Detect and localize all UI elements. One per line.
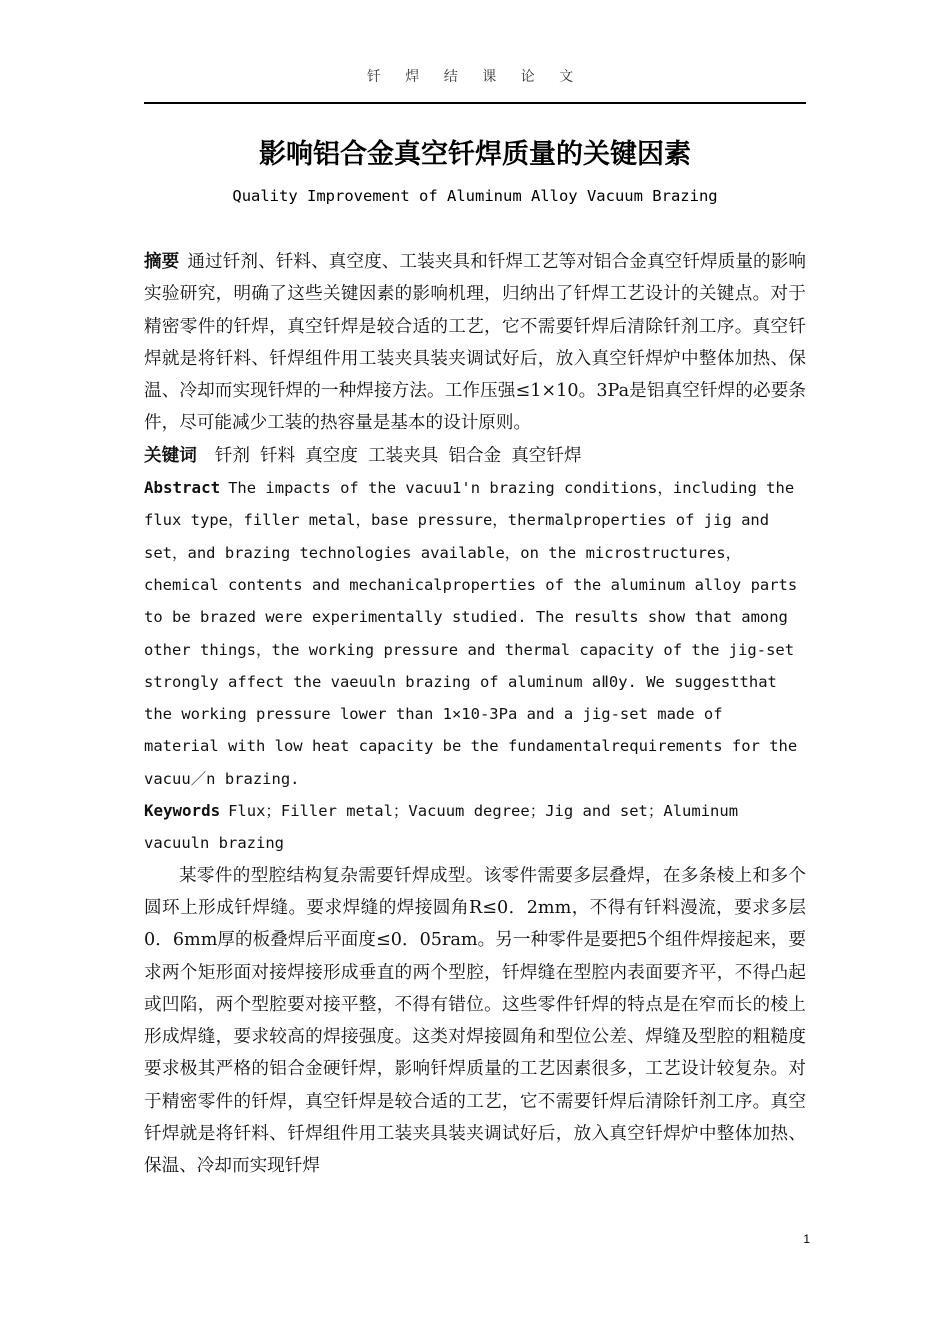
- running-header: 钎 焊 结 课 论 文: [366, 69, 584, 85]
- keywords-en-text: Flux；Filler metal；Vacuum degree；Jig and set；Aluminum vacuuln brazing: [144, 802, 739, 853]
- keyword-term: 真空钎焊: [511, 445, 582, 466]
- keyword-term: 钎剂: [214, 445, 250, 466]
- abstract-en-text: The impacts of the vacuu1'n brazing conditions，including the flux type，filler metal，base pressure，thermalproperties of jig and set，and brazing technologies available，on the microstructures，chemical contents and mechanicalproperties of the aluminum alloy parts to be brazed were experimentally studied. The results show that among other things，the working pressure and thermal capacity of the jig-set strongly affect the vaeuuln brazing of aluminum aⅡ0y. We suggestthat the working pressure lower than 1×10-3Pa and a jig-set made of material with low heat capacity be the fundamentalrequirements for the vacuu／n brazing.: [144, 479, 798, 788]
- abstract-en: [144, 472, 806, 795]
- keyword-term: 工装夹具: [368, 445, 439, 466]
- keywords-en: [144, 795, 806, 860]
- keyword-term: 真空度: [305, 445, 358, 466]
- abstract-cn: [144, 246, 806, 440]
- keywords-cn-label: 关键词: [144, 445, 197, 466]
- keyword-term: 铝合金: [448, 445, 502, 466]
- body-paragraph: 某零件的型腔结构复杂需要钎焊成型。该零件需要多层叠焊，在多条棱上和多个圆环上形成钎焊缝。要求焊缝的焊接圆角R≤0．2mm，不得有钎料漫流，要求多层0．6mm厚的板叠焊后平面度≤0．05ram。另一种零件是要把5个组件焊接起来，要求两个矩形面对接焊接形成垂直的两个型腔，钎焊缝在型腔内表面要齐平，不得凸起或凹陷，两个型腔要对接平整，不得有错位。这些零件钎焊的特点是在窄而长的棱上形成焊缝，要求较高的焊接强度。这类对焊接圆角和型位公差、焊缝及型腔的粗糙度要求极其严格的铝合金硬钎焊，影响钎焊质量的工艺因素很多，工艺设计较复杂。对于精密零件的钎焊，真空钎焊是较合适的工艺，它不需要钎焊后清除钎剂工序。真空钎焊就是将钎料、钎焊组件用工装夹具装夹调试好后，放入真空钎焊炉中整体加热、保温、冷却而实现钎焊: [144, 865, 806, 1177]
- keyword-term: 钎料: [260, 445, 296, 466]
- keywords-cn: [144, 440, 806, 472]
- paper-content: [144, 246, 806, 1183]
- abstract-en-label: Abstract: [144, 478, 221, 498]
- abstract-cn-label: 摘要: [144, 252, 180, 272]
- paper-title-en: Quality Improvement of Aluminum Alloy Vacuum Brazing: [232, 187, 718, 205]
- header-divider: [144, 102, 806, 104]
- keywords-en-label: Keywords: [144, 801, 221, 821]
- page-number: 1: [803, 1232, 810, 1246]
- abstract-cn-text: 通过钎剂、钎料、真空度、工装夹具和钎焊工艺等对铝合金真空钎焊质量的影响实验研究，明确了这些关键因素的影响机理，归纳出了钎焊工艺设计的关键点。对于精密零件的钎焊，真空钎焊是较合适的工艺，它不需要钎焊后清除钎剂工序。真空钎焊就是将钎料、钎焊组件用工装夹具装夹调试好后，放入真空钎焊炉中整体加热、保温、冷却而实现钎焊的一种焊接方法。工作压强≤1×10。3Pa是铝真空钎焊的必要条件，尽可能减少工装的热容量是基本的设计原则。: [144, 252, 806, 434]
- paper-title-cn: 影响铝合金真空钎焊质量的关键因素: [259, 139, 691, 170]
